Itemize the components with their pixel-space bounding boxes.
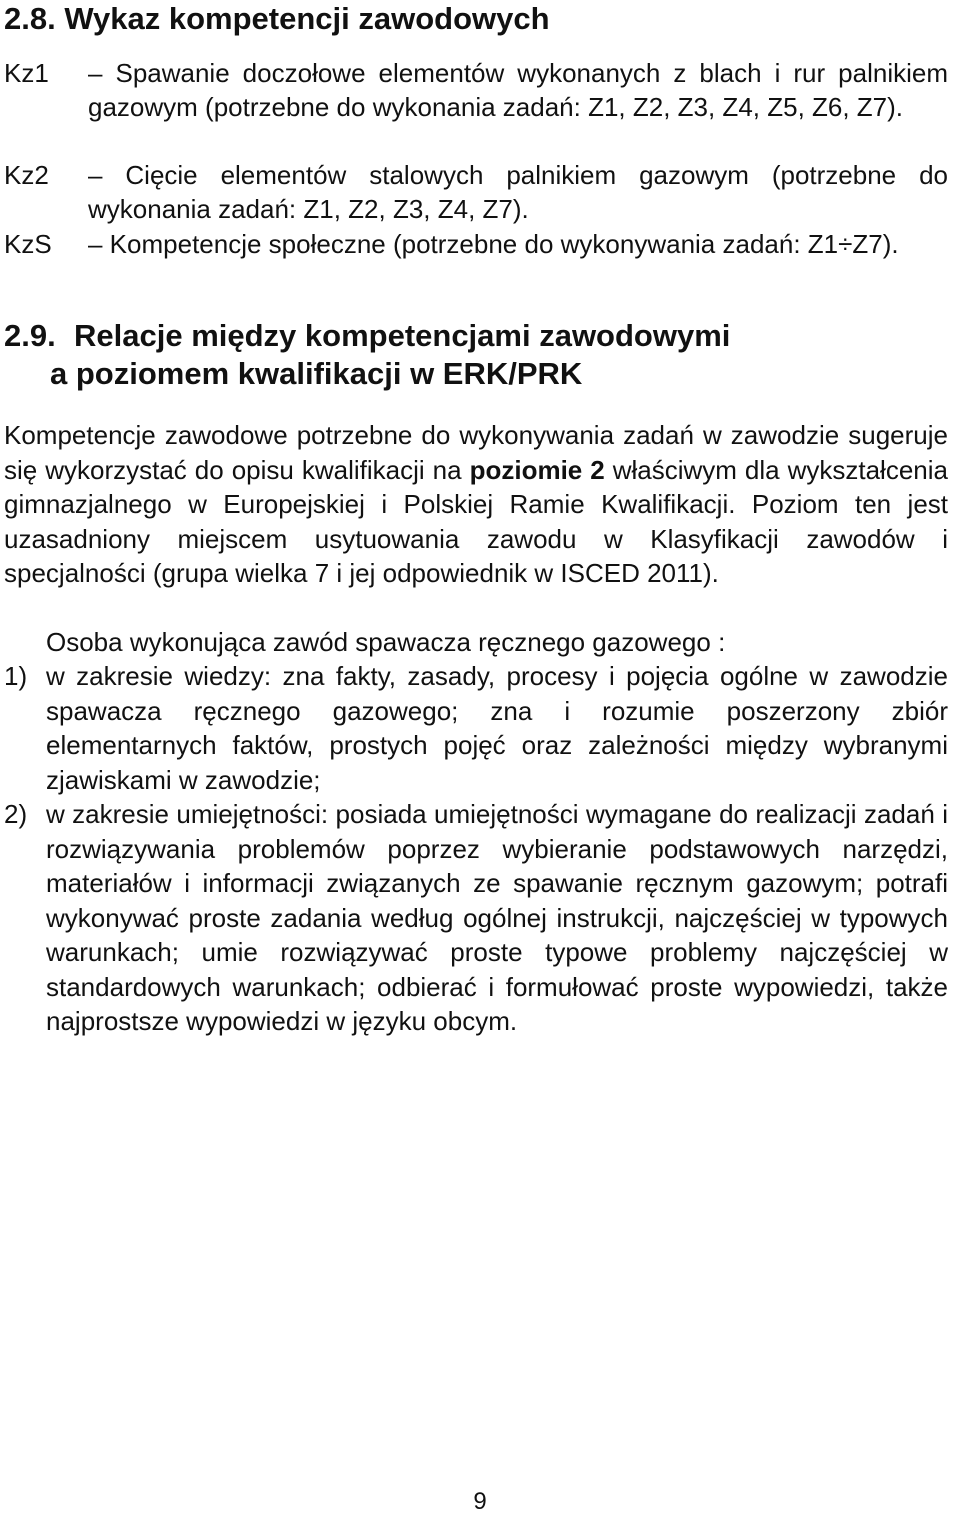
list-item-knowledge <box>4 659 948 797</box>
section-2-9-heading <box>4 317 948 393</box>
section-2-8-heading: 2.8. Wykaz kompetencji zawodowych <box>4 1 550 36</box>
page-number: 9 <box>473 1488 487 1515</box>
section-number: 2.9. <box>4 318 56 353</box>
section-2-9-paragraph <box>4 418 948 591</box>
occupation-intro: Osoba wykonująca zawód spawacza ręcznego gazowego : <box>46 627 726 657</box>
competence-code: Kz1 <box>4 58 49 88</box>
list-number: 1) <box>4 661 28 691</box>
paragraph-bold-level: poziomie 2 <box>469 454 605 485</box>
list-item-skills <box>4 797 948 1039</box>
list-text: w zakresie umiejętności: posiada umiejętności wymagane do realizacji zadań i rozwiązywania problemów poprzez wybieranie podstawowych narzędzi, materiałów i informacji związanych ze spawanie ręcznym gazowym; potrafi wykonywać proste zadania według ogólnej instrukcji, najczęściej w typowych warunkach; umie rozwiązywać proste typowe problemy najczęściej w standardowych warunkach; odbierać i formułować proste wypowiedzi, także najprostsze wypowiedzi w języku obcym. <box>46 799 948 1036</box>
competence-code: KzS <box>4 229 52 259</box>
competence-item-kz1 <box>4 56 948 124</box>
list-text: w zakresie wiedzy: zna fakty, zasady, procesy i pojęcia ogólne w zawodzie spawacza ręcznego gazowego; zna i rozumie poszerzony zbiór elementarnych faktów, prostych pojęć oraz zależności między wybranymi zjawiskami w zawodzie; <box>46 661 948 795</box>
paragraph-text-1: Kompetencje zawodowe potrzebne do wykonywania zadań w zawodzie sugeruje się wykorzystać do opisu kwalifikacji na <box>4 420 948 485</box>
list-number: 2) <box>4 799 28 829</box>
competence-item-kz2 <box>4 158 948 226</box>
competence-text: – Spawanie doczołowe elementów wykonanych z blach i rur palnikiem gazowym (potrzebne do wykonania zadań: Z1, Z2, Z3, Z4, Z5, Z6, Z7). <box>88 58 948 122</box>
paragraph-text-2: właściwym dla wykształcenia gimnazjalnego w Europejskiej i Polskiej Ramie Kwalifikacji. Poziom ten jest uzasadniony miejscem usytuowania zawodu w Klasyfikacji zawodów i specjalności (grupa wielka 7 i jej odpowiednik w ISCED 2011). <box>4 454 948 588</box>
competence-item-kzs <box>4 227 948 261</box>
section-title-line-1: Relacje między kompetencjami zawodowymi <box>74 318 731 353</box>
competence-text: – Kompetencje społeczne (potrzebne do wykonywania zadań: Z1÷Z7). <box>88 229 899 259</box>
section-title-line-2: a poziomem kwalifikacji w ERK/PRK <box>50 356 583 391</box>
competence-text: – Cięcie elementów stalowych palnikiem gazowym (potrzebne do wykonania zadań: Z1, Z2, Z3, Z4, Z7). <box>88 160 948 224</box>
competence-code: Kz2 <box>4 160 49 190</box>
